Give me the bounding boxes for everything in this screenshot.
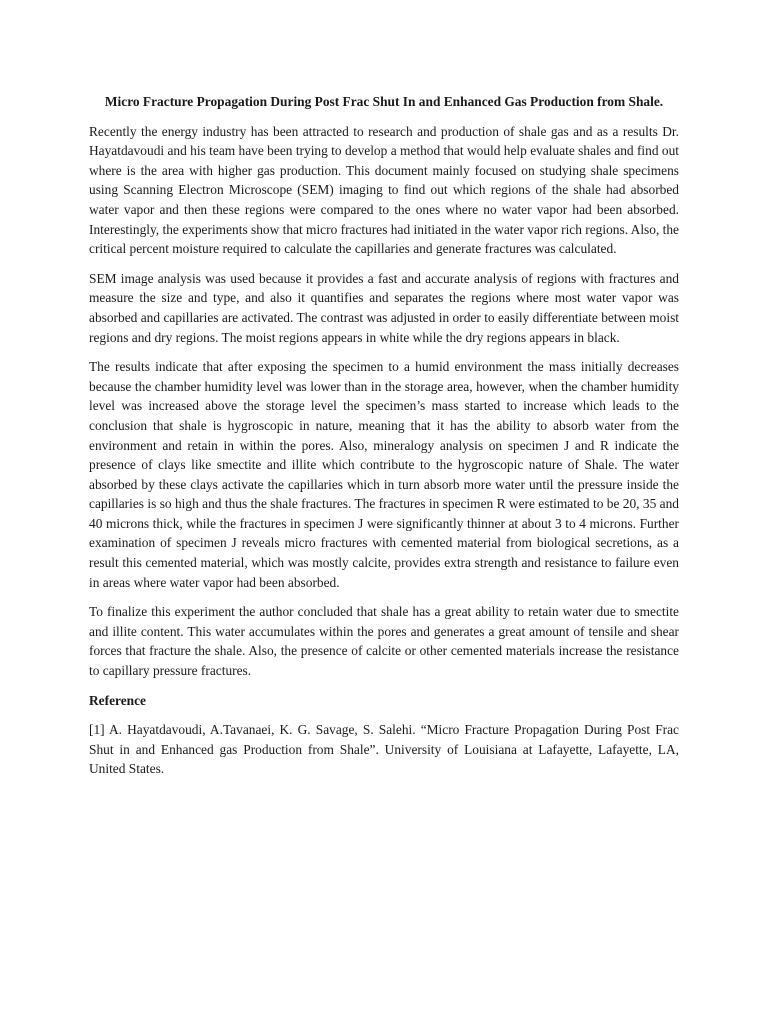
paragraph-conclusion: To finalize this experiment the author concluded that shale has a great ability to retain water due to smectite and illite content. This water accumulates within the pores and generates a great amount of tensile and shear forces that fracture the shale. Also, the presence of calcite or other cemented materials increase the resistance to capillary pressure fractures. [89,604,679,679]
paragraph-results: The results indicate that after exposing the specimen to a humid environment the mass initially decreases because the chamber humidity level was lower than in the storage area, however, when the chamber humidity level was increased above the storage level the specimen’s mass started to increase which leads to the conclusion that shale is hygroscopic in nature, meaning that it has the ability to absorb water from the environment and retain in within the pores. Also, mineralogy analysis on specimen J and R indicate the presence of clays like smectite and illite which contribute to the hygroscopic nature of Shale. The water absorbed by these clays activate the capillaries which in turn absorb more water until the pressure inside the capillaries is so high and thus the shale fractures. The fractures in specimen R were estimated to be 20, 35 and 40 microns thick, while the fractures in specimen J were significantly thinner at about 3 to 4 microns. Further examination of specimen J reveals micro fractures with cemented material from biological secretions, as a result this cemented material, which was mostly calcite, provides extra strength and resistance to failure even in areas where water vapor had been absorbed. [89,359,679,590]
document-title: Micro Fracture Propagation During Post Frac Shut In and Enhanced Gas Production from Shale. [104,94,664,109]
document-page [89,92,679,779]
reference-item: [1] A. Hayatdavoudi, A.Tavanaei, K. G. Savage, S. Salehi. “Micro Fracture Propagation During Post Frac Shut in and Enhanced gas Production from Shale”. University of Louisiana at Lafayette, Lafayette, LA, United States. [89,722,679,777]
reference-heading: Reference [89,692,146,708]
paragraph-introduction: Recently the energy industry has been attracted to research and production of shale gas and as a results Dr. Hayatdavoudi and his team have been trying to develop a method that would help evaluate shales and find out where is the area with higher gas production. This document mainly focused on studying shale specimens using Scanning Electron Microscope (SEM) imaging to find out which regions of the shale had absorbed water vapor and then these regions were compared to the ones where no water vapor had been absorbed. Interestingly, the experiments show that micro fractures had initiated in the water vapor rich regions. Also, the critical percent moisture required to calculate the capillaries and generate fractures was calculated. [89,123,680,257]
paragraph-sem-analysis: SEM image analysis was used because it provides a fast and accurate analysis of regions with fractures and measure the size and type, and also it quantifies and separates the regions where most water vapor was absorbed and capillaries are activated. The contrast was adjusted in order to easily differentiate between moist regions and dry regions. The moist regions appears in white while the dry regions appears in black. [89,270,679,345]
